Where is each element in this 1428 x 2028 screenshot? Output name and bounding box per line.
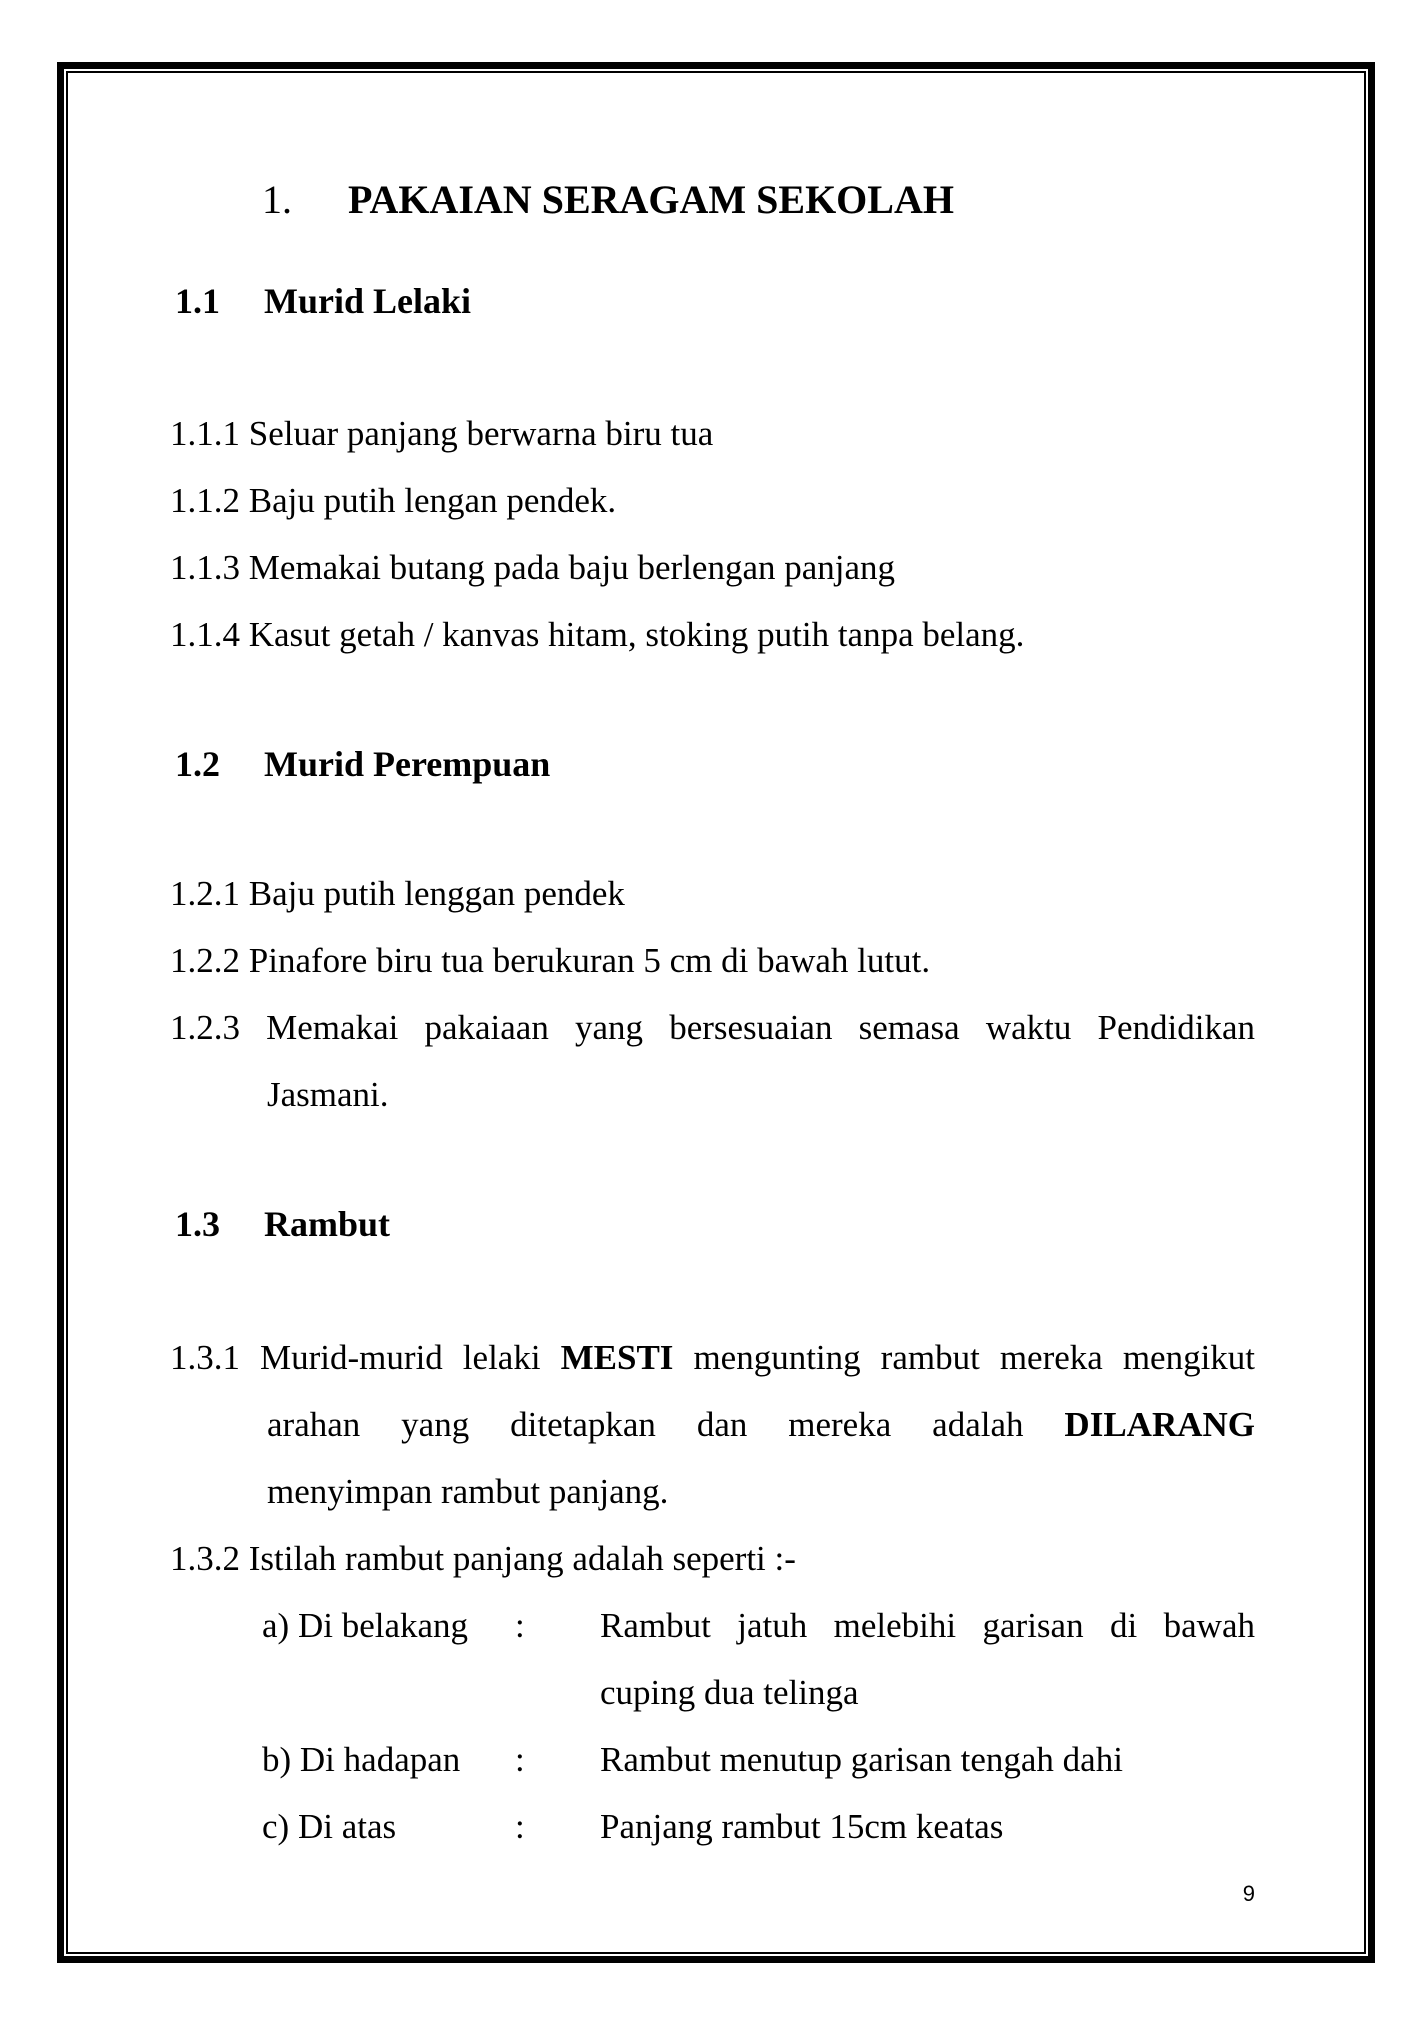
sub-item-description: Rambut menutup garisan tengah dahi	[600, 1740, 1123, 1779]
section-heading-1-2	[175, 731, 1255, 798]
list-item	[170, 860, 1255, 927]
item-text: Istilah rambut panjang adalah seperti :-	[248, 1539, 796, 1578]
section-title-1-3: Rambut	[264, 1204, 391, 1244]
item-number: 1.1.3	[170, 548, 240, 587]
list-item	[170, 534, 1255, 601]
item-text: Memakai butang pada baju berlengan panjang	[248, 548, 896, 587]
item-text: Baju putih lenggan pendek	[248, 874, 625, 913]
document-title-number: 1.	[262, 177, 292, 222]
item-text-bold: DILARANG	[1064, 1405, 1255, 1444]
sub-item-colon: :	[515, 1740, 525, 1779]
item-text: Kasut getah / kanvas hitam, stoking putih tanpa belang.	[248, 615, 1025, 654]
list-item-continuation	[267, 1061, 1255, 1128]
list-item-line	[170, 994, 1255, 1061]
item-text: Murid-murid lelaki	[260, 1338, 541, 1377]
list-item-continuation	[267, 1458, 1255, 1525]
section-1-1-items	[170, 400, 1255, 668]
document-title	[262, 166, 1255, 233]
item-number: 1.2.1	[170, 874, 240, 913]
item-number: 1.3.2	[170, 1539, 240, 1578]
item-number: 1.1.4	[170, 615, 240, 654]
sub-item-description: Panjang rambut 15cm keatas	[600, 1807, 1004, 1846]
sub-item-label: a) Di belakang	[262, 1606, 469, 1645]
sub-item-label: c) Di atas	[262, 1807, 397, 1846]
item-text: arahan yang ditetapkan dan mereka adalah	[267, 1405, 1024, 1444]
list-item-continuation	[267, 1391, 1255, 1458]
section-number-1-2: 1.2	[175, 744, 220, 784]
sub-item-colon: :	[515, 1606, 525, 1645]
list-item	[170, 1525, 1255, 1592]
item-number: 1.1.2	[170, 481, 240, 520]
section-title-1-1: Murid Lelaki	[264, 281, 472, 321]
list-item	[170, 601, 1255, 668]
item-text: Pinafore biru tua berukuran 5 cm di bawah lutut.	[248, 941, 931, 980]
section-heading-1-3	[175, 1191, 1255, 1258]
item-number: 1.1.1	[170, 414, 240, 453]
section-title-1-2: Murid Perempuan	[264, 744, 551, 784]
sub-item-description-line: cuping dua telinga	[600, 1673, 859, 1712]
sub-item-description-line: Rambut jatuh melebihi garisan di bawah	[600, 1606, 1255, 1645]
sub-item-colon: :	[515, 1807, 525, 1846]
item-text: mengunting rambut mereka mengikut	[693, 1338, 1256, 1377]
section-1-2-items	[170, 860, 1255, 1128]
section-number-1-3: 1.3	[175, 1204, 220, 1244]
page-number: 9	[1242, 1881, 1255, 1906]
item-text: menyimpan rambut panjang.	[267, 1472, 669, 1511]
list-item	[170, 400, 1255, 467]
item-number: 1.2.3	[170, 1008, 240, 1047]
sub-item-label: b) Di hadapan	[262, 1740, 461, 1779]
item-text: Jasmani.	[267, 1075, 389, 1114]
sub-item-c	[262, 1793, 1255, 1860]
item-text: Seluar panjang berwarna biru tua	[248, 414, 714, 453]
section-number-1-1: 1.1	[175, 281, 220, 321]
item-text: Memakai pakaiaan yang bersesuaian semasa waktu Pendidikan	[266, 1008, 1255, 1047]
list-item-line	[170, 1324, 1256, 1391]
sub-item-b	[262, 1726, 1255, 1793]
item-number: 1.3.1	[170, 1338, 240, 1377]
item-text-bold: MESTI	[560, 1338, 674, 1377]
list-item	[170, 467, 1255, 534]
section-heading-1-1	[175, 268, 1255, 335]
document-title-text: PAKAIAN SERAGAM SEKOLAH	[348, 177, 954, 222]
sub-item-a	[262, 1592, 1255, 1726]
item-text: Baju putih lengan pendek.	[248, 481, 617, 520]
section-1-3-items	[170, 1324, 1255, 1860]
item-number: 1.2.2	[170, 941, 240, 980]
sub-item-description	[600, 1592, 1255, 1726]
list-item	[170, 927, 1255, 994]
